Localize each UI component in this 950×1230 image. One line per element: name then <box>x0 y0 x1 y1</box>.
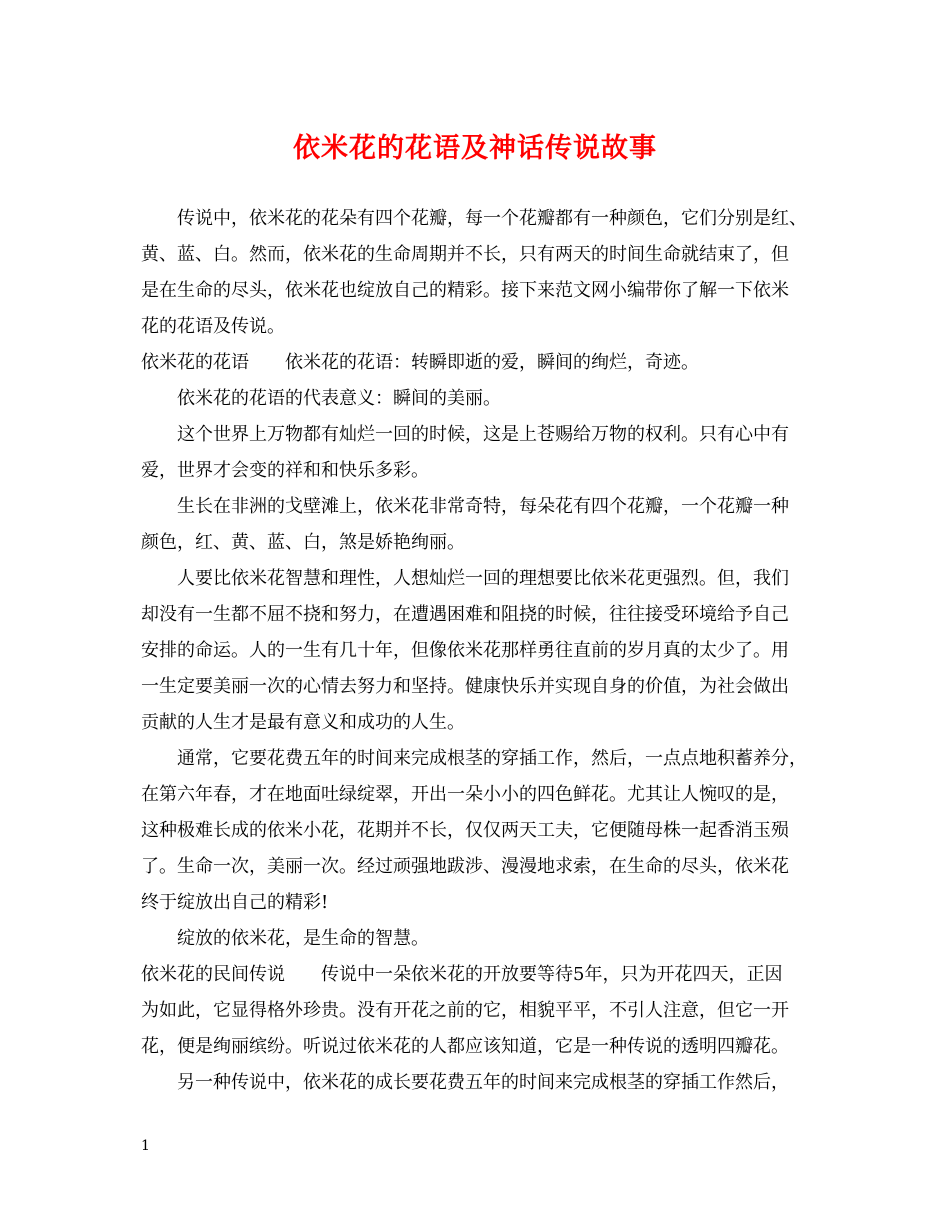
section-heading: 依米花的花语 <box>141 352 249 373</box>
text-line <box>141 350 699 376</box>
text-line <box>141 962 782 988</box>
text-line: 另一种传说中，依米花的成长要花费五年的时间来完成根茎的穿插工作然后， <box>177 1072 789 1093</box>
text-line: 安排的命运。人的一生有几十年，但像依米花那样勇往直前的岁月真的太少了。用 <box>141 640 789 661</box>
text-line: 生长在非洲的戈壁滩上，依米花非常奇特，每朵花有四个花瓣，一个花瓣一种 <box>177 496 789 517</box>
text-line: 为如此，它显得格外珍贵。没有开花之前的它，相貌平平，不引人注意，但它一开 <box>141 1000 789 1021</box>
text-line: 绽放的依米花，是生命的智慧。 <box>177 928 429 949</box>
text-line: 通常，它要花费五年的时间来完成根茎的穿插工作，然后，一点点地积蓄养分， <box>177 748 807 769</box>
text-line: 依米花的花语的代表意义：瞬间的美丽。 <box>177 388 501 409</box>
text-line: 终于绽放出自己的精彩! <box>141 892 329 913</box>
page-title: 依米花的花语及神话传说故事 <box>293 133 657 164</box>
text-run: 依米花的花语：转瞬即逝的爱，瞬间的绚烂，奇迹。 <box>285 352 699 373</box>
text-line: 在第六年春，才在地面吐绿绽翠，开出一朵小小的四色鲜花。尤其让人惋叹的是， <box>141 784 789 805</box>
text-line: 花的花语及传说。 <box>141 316 285 337</box>
text-line: 颜色，红、黄、蓝、白，煞是娇艳绚丽。 <box>141 532 465 553</box>
text-line: 一生定要美丽一次的心情去努力和坚持。健康快乐并实现自身的价值，为社会做出 <box>141 676 789 697</box>
text-line: 花，便是绚丽缤纷。听说过依米花的人都应该知道，它是一种传说的透明四瓣花。 <box>141 1036 789 1057</box>
text-line: 这种极难长成的依米小花，花期并不长，仅仅两天工夫，它便随母株一起香消玉殒 <box>141 820 789 841</box>
text-line: 却没有一生都不屈不挠和努力，在遭遇困难和阻挠的时候，往往接受环境给予自己 <box>141 604 789 625</box>
text-line: 了。生命一次，美丽一次。经过顽强地跋涉、漫漫地求索，在生命的尽头，依米花 <box>141 856 789 877</box>
text-run: 传说中一朵依米花的开放要等待5年，只为开花四天，正因 <box>321 964 783 985</box>
text-line: 传说中，依米花的花朵有四个花瓣，每一个花瓣都有一种颜色，它们分别是红、 <box>177 208 807 229</box>
text-line: 人要比依米花智慧和理性，人想灿烂一回的理想要比依米花更强烈。但，我们 <box>177 568 789 589</box>
text-line: 是在生命的尽头，依米花也绽放自己的精彩。接下来范文网小编带你了解一下依米 <box>141 280 789 301</box>
text-line: 这个世界上万物都有灿烂一回的时候，这是上苍赐给万物的权利。只有心中有 <box>177 424 789 445</box>
section-heading: 依米花的民间传说 <box>141 964 285 985</box>
text-line: 黄、蓝、白。然而，依米花的生命周期并不长，只有两天的时间生命就结束了，但 <box>141 244 789 265</box>
text-line: 贡献的人生才是最有意义和成功的人生。 <box>141 712 465 733</box>
page-number: 1 <box>141 1138 150 1154</box>
text-line: 爱，世界才会变的祥和和快乐多彩。 <box>141 460 429 481</box>
